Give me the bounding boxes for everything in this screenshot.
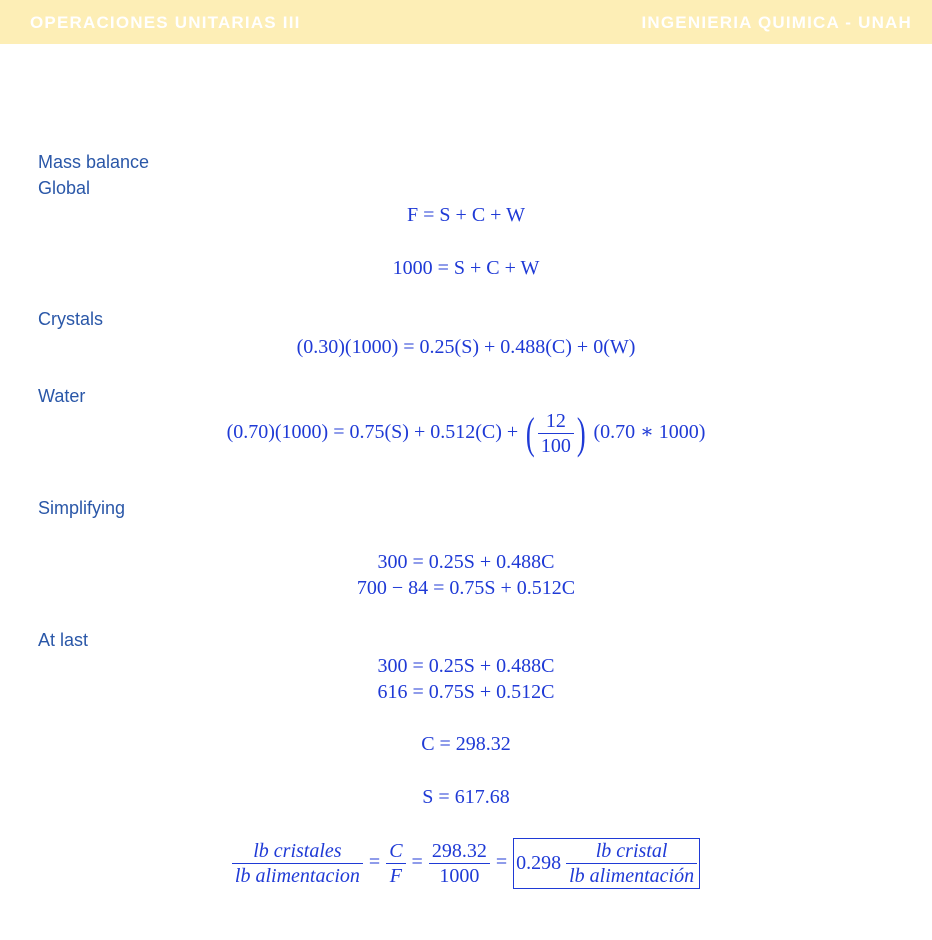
paren-close: ) — [576, 408, 586, 458]
equation-result-c: C = 298.32 — [421, 733, 511, 755]
equation-water — [0, 410, 932, 457]
label-crystals: Crystals — [38, 309, 104, 329]
ratio-denominator: lb alimentacion — [234, 865, 360, 887]
boxed-numerator: lb cristal — [566, 840, 697, 864]
boxed-denominator: lb alimentación — [569, 865, 695, 887]
equation-last-2: 616 = 0.75S + 0.512C — [377, 681, 555, 703]
fraction-denominator: 100 — [540, 435, 571, 457]
cf-denominator: F — [389, 865, 402, 887]
equation-simplified-2: 700 − 84 = 0.75S + 0.512C — [356, 577, 576, 599]
equation-simplified-1: 300 = 0.25S + 0.488C — [377, 551, 555, 573]
value-denominator: 1000 — [439, 865, 480, 887]
label-simplifying: Simplifying — [38, 498, 126, 518]
equation-water-tail: (0.70 ∗ 1000) — [593, 421, 706, 444]
ratio-numerator: lb cristales — [232, 840, 363, 864]
equals-sign-1: = — [368, 851, 381, 874]
fraction-lb-cristales — [232, 840, 363, 887]
label-at-last: At last — [38, 630, 89, 650]
label-mass-balance: Mass balance — [38, 152, 150, 172]
equation-global-numeric: 1000 = S + C + W — [392, 257, 540, 279]
equation-crystals: (0.30)(1000) = 0.25(S) + 0.488(C) + 0(W) — [296, 336, 636, 358]
equals-sign-3: = — [495, 851, 508, 874]
page-header — [0, 0, 932, 44]
value-numerator: 298.32 — [429, 840, 490, 864]
header-course-title: OPERACIONES UNITARIAS III — [30, 13, 301, 32]
fraction-value — [429, 840, 490, 887]
label-water: Water — [38, 386, 86, 406]
equation-water-lhs: (0.70)(1000) = 0.75(S) + 0.512(C) + — [226, 421, 519, 444]
paren-open: ( — [526, 408, 535, 458]
equation-ratio — [0, 838, 932, 889]
header-department-title: INGENIERIA QUIMICA - UNAH — [641, 13, 912, 32]
fraction-12-over-100 — [538, 410, 574, 457]
equation-last-1: 300 = 0.25S + 0.488C — [377, 655, 555, 677]
boxed-final-answer — [513, 838, 700, 889]
boxed-value: 0.298 — [516, 852, 562, 874]
fraction-numerator: 12 — [538, 410, 574, 434]
label-global: Global — [38, 178, 91, 198]
cf-numerator: C — [386, 840, 405, 864]
fraction-lb-cristal — [566, 840, 697, 887]
equation-result-s: S = 617.68 — [422, 786, 510, 808]
equation-global-symbolic: F = S + C + W — [407, 204, 525, 226]
fraction-c-over-f — [386, 840, 405, 887]
equals-sign-2: = — [411, 851, 423, 874]
